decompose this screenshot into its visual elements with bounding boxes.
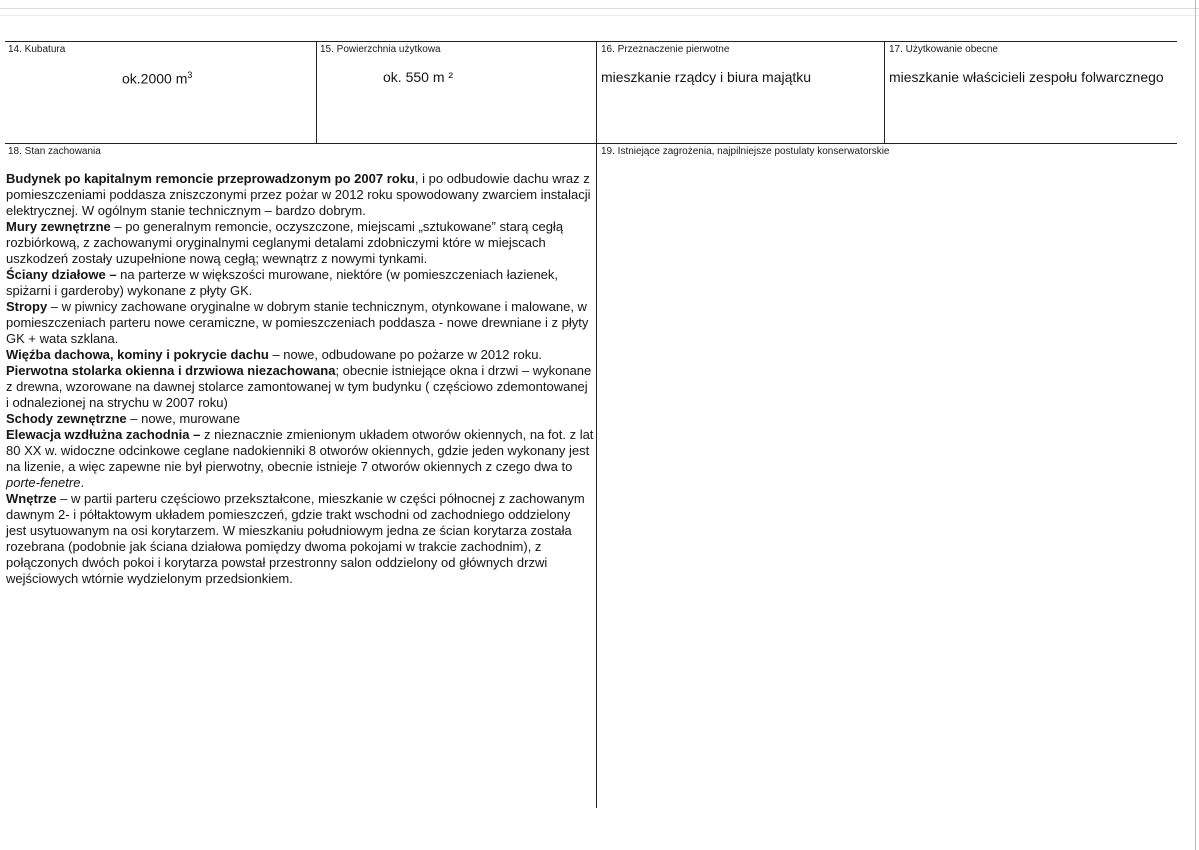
column-divider — [596, 41, 597, 808]
field-16-value: mieszkanie rządcy i biura majątku — [601, 69, 812, 85]
kubatura-value: ok.2000 m — [122, 70, 188, 87]
paragraph-outer-walls — [6, 219, 594, 267]
heading-west-elevation: Elewacja wzdłużna zachodnia – — [6, 427, 201, 442]
scan-edge-line — [1195, 0, 1196, 850]
term-porte-fenetre: porte-fenetre — [6, 475, 81, 490]
heading-ceilings: Stropy — [6, 299, 48, 314]
text-outer-walls: – po generalnym remoncie, oczyszczone, miejscami „sztukowane” starą cegłą rozbiórkową, z zachowanymi oryginalnymi ceglanymi detalami zdobniczymi które w miejscach uszkodzeń zostały uzupełnione nową cegłą; wewnątrz z nowymi tynkami. — [6, 219, 564, 266]
heading-general: Budynek po kapitalnym remoncie przeprowadzonym po 2007 roku — [6, 171, 415, 186]
field-14-value — [122, 67, 192, 88]
heading-partition-walls: Ściany działowe – — [6, 267, 117, 282]
paragraph-west-elevation — [6, 427, 594, 491]
text-stairs: – nowe, murowane — [126, 411, 241, 426]
paragraph-ceilings — [6, 299, 594, 347]
kubatura-unit-superscript: 3 — [187, 70, 193, 80]
paragraph-general — [6, 171, 594, 219]
field-15-value: ok. 550 m ² — [383, 69, 454, 85]
heading-outer-walls: Mury zewnętrzne — [6, 219, 111, 234]
column-divider — [884, 41, 885, 143]
state-of-preservation-text — [6, 171, 594, 587]
heading-interior: Wnętrze — [6, 491, 57, 506]
heading-joinery: Pierwotna stolarka okienna i drzwiowa niezachowana — [6, 363, 336, 378]
paragraph-roof — [6, 347, 594, 363]
text-interior: – w partii parteru częściowo przekształcone, mieszkanie w części północnej z zachowanym dawnym 2- i półtaktowym układem pomieszczeń, gdzie trakt wschodni od zachodniego oddzielony jest usytuowanym na osi korytarzem. W mieszkaniu południowym jedna ze ścian korytarza została rozebrana (podobnie jak ściana działowa pomiędzy dwoma pokojami w trakcie zachodnim), z połączonych dwóch pokoi i korytarza powstał przestronny salon oddzielony od głównych drzwi wejściowych wtórnie wydzielonym przedsionkiem. — [6, 491, 585, 586]
field-14-label: 14. Kubatura — [8, 44, 66, 55]
paragraph-partition-walls — [6, 267, 594, 299]
heading-stairs: Schody zewnętrzne — [6, 411, 127, 426]
scan-artifact-line — [0, 15, 1199, 16]
text-partition-walls: na parterze w większości murowane, niektóre (w pomieszczeniach łazienek, spiżarni i garderoby) wykonane z płyty GK. — [6, 267, 559, 298]
field-17-label: 17. Użytkowanie obecne — [889, 44, 998, 55]
text-ceilings: – w piwnicy zachowane oryginalne w dobrym stanie technicznym, otynkowane i malowane, w pomieszczeniach parteru nowe ceramiczne, w pomieszczeniach poddasza - nowe drewniane i z płyty GK + wata szklana. — [6, 299, 589, 346]
field-19-label: 19. Istniejące zagrożenia, najpilniejsze postulaty konserwatorskie — [601, 146, 890, 157]
field-15-label: 15. Powierzchnia użytkowa — [320, 44, 441, 55]
field-18-label: 18. Stan zachowania — [8, 146, 101, 157]
paragraph-interior — [6, 491, 594, 587]
field-16-label: 16. Przeznaczenie pierwotne — [601, 44, 730, 55]
column-divider — [316, 41, 317, 143]
paragraph-joinery — [6, 363, 594, 411]
row-divider — [5, 143, 1177, 144]
table-top-border — [5, 41, 1177, 42]
text-west-elevation: z nieznacznie zmienionym układem otworów okiennych, na fot. z lat 80 XX w. widoczne odcinkowe ceglane nadokienniki 8 otworów okiennych, gdzie jeden wykonany jest na lizenie, a więc zapewne nie był pierwotny, obecnie istnieje 7 otworów okiennych z czego dwa to — [6, 427, 594, 474]
paragraph-stairs — [6, 411, 594, 427]
text-general: , i po odbudowie dachu wraz z pomieszczeniami poddasza zniszczonymi przez pożar w 2012 roku spowodowany zwarciem instalacji elektrycznej. W ogólnym stanie technicznym – bardzo dobrym. — [6, 171, 591, 218]
text-joinery: ; obecnie istniejące okna i drzwi – wykonane z drewna, wzorowane na dawnej stolarce zamontowanej w tym budynku ( częściowo zdemontowanej i odnalezionej na strychu w 2007 roku) — [6, 363, 592, 410]
text-roof: – nowe, odbudowane po pożarze w 2012 roku. — [268, 347, 543, 362]
heading-roof: Więźba dachowa, kominy i pokrycie dachu — [6, 347, 269, 362]
scan-artifact-line — [0, 8, 1199, 9]
field-17-value: mieszkanie właścicieli zespołu folwarcznego — [889, 69, 1164, 85]
text-west-elevation-end: . — [80, 475, 85, 490]
